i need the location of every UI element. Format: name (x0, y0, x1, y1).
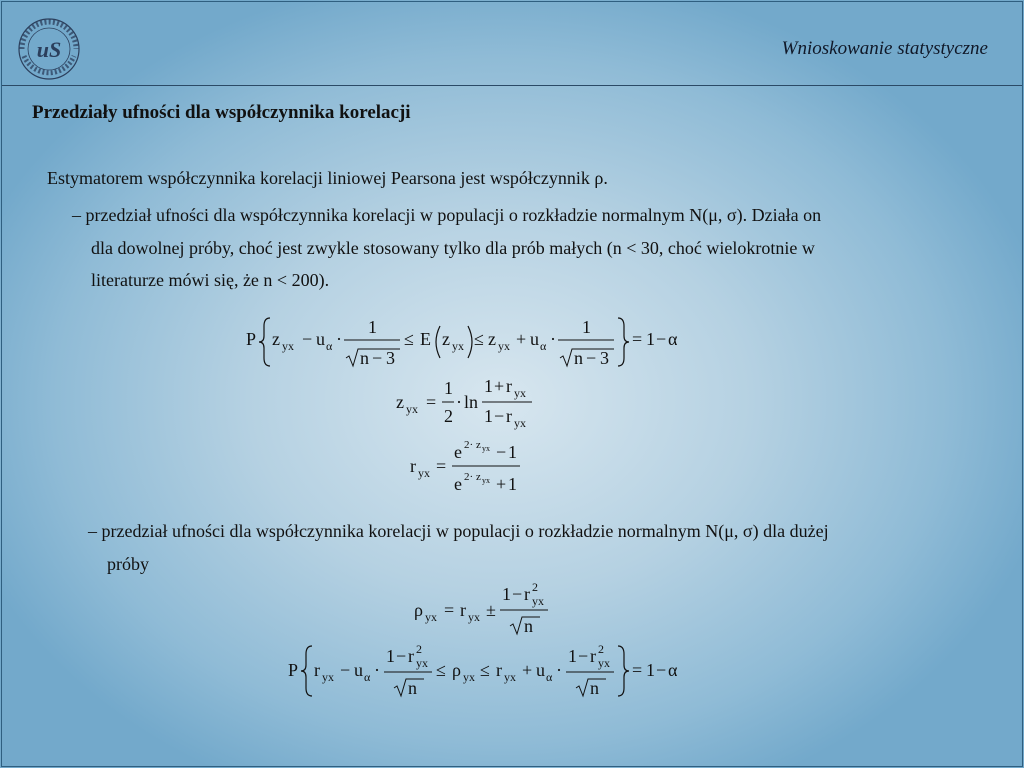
svg-text:1: 1 (646, 329, 655, 349)
svg-text:·: · (374, 660, 380, 680)
svg-text:yx: yx (504, 670, 516, 684)
svg-text:yx: yx (406, 402, 418, 416)
section-title: Przedziały ufności dla współczynnika korelacji (32, 102, 411, 123)
svg-text:u: u (316, 329, 325, 349)
svg-text:≤: ≤ (404, 329, 414, 349)
svg-text:2: 2 (532, 580, 538, 594)
svg-text:r: r (460, 600, 466, 620)
svg-text:yx: yx (468, 610, 480, 624)
svg-text:2·: 2· (464, 439, 474, 451)
svg-text:r: r (496, 660, 502, 680)
svg-text:=: = (632, 660, 643, 680)
svg-text:=: = (426, 392, 437, 412)
svg-text:1: 1 (646, 660, 655, 680)
svg-text:1: 1 (484, 406, 493, 426)
svg-text:2: 2 (598, 642, 604, 656)
svg-text:1: 1 (508, 442, 517, 462)
svg-text:yx: yx (452, 339, 464, 353)
svg-text:1: 1 (484, 376, 493, 396)
svg-text:2·: 2· (464, 471, 474, 483)
svg-text:1: 1 (386, 646, 395, 666)
svg-text:n: n (590, 678, 599, 698)
svg-text:yx: yx (482, 476, 490, 485)
svg-text:yx: yx (416, 656, 428, 670)
svg-text:z: z (476, 471, 481, 483)
svg-text:1: 1 (444, 378, 453, 398)
svg-text:−: − (496, 442, 507, 462)
university-logo (14, 16, 84, 82)
svg-text:=: = (632, 329, 643, 349)
svg-text:P: P (288, 660, 299, 680)
svg-text:u: u (530, 329, 539, 349)
svg-text:z: z (488, 329, 496, 349)
svg-text:1: 1 (568, 646, 577, 666)
svg-text:α: α (364, 670, 371, 684)
svg-text:+: + (496, 474, 507, 494)
svg-text:=: = (436, 456, 447, 476)
svg-text:ln: ln (464, 392, 479, 412)
svg-text:P: P (246, 329, 257, 349)
svg-text:2: 2 (416, 642, 422, 656)
svg-text:·: · (456, 392, 462, 412)
svg-text:yx: yx (532, 594, 544, 608)
svg-text:α: α (546, 670, 553, 684)
bullet1-line2: dla dowolnej próby, choć jest zwykle stosowany tylko dla prób małych (n < 30, choć wielokrotnie w (91, 238, 815, 258)
bullet1-line1: – przedział ufności dla współczynnika korelacji w populacji o rozkładzie normalnym N(μ, σ). Działa on (72, 205, 822, 225)
svg-text:z: z (396, 392, 404, 412)
header-divider (2, 85, 1022, 86)
svg-text:·: · (336, 329, 342, 349)
svg-text:−: − (656, 660, 667, 680)
svg-text:≤: ≤ (480, 660, 490, 680)
svg-text:u: u (536, 660, 545, 680)
svg-text:−: − (302, 329, 313, 349)
header-title: Wnioskowanie statystyczne (781, 38, 988, 59)
svg-text:−: − (586, 348, 597, 368)
intro-text: Estymatorem współczynnika korelacji liniowej Pearsona jest współczynnik ρ. (47, 168, 608, 188)
bullet2-line2: próby (107, 554, 149, 574)
svg-text:yx: yx (463, 670, 475, 684)
svg-text:z: z (442, 329, 450, 349)
svg-text:α: α (668, 329, 678, 349)
svg-text:+: + (522, 660, 533, 680)
formula-inverse-z (406, 436, 536, 496)
svg-text:≤: ≤ (436, 660, 446, 680)
svg-text:u: u (354, 660, 363, 680)
svg-text:−: − (372, 348, 383, 368)
formula-rho-large-sample (410, 580, 560, 640)
svg-text:r: r (314, 660, 320, 680)
svg-text:=: = (444, 600, 455, 620)
svg-text:+: + (516, 329, 527, 349)
svg-text:≤: ≤ (474, 329, 484, 349)
svg-text:yx: yx (418, 466, 430, 480)
bullet1-line3: literaturze mówi się, że n < 200). (91, 270, 330, 290)
svg-text:yx: yx (482, 444, 490, 453)
svg-text:r: r (524, 584, 530, 604)
svg-text:yx: yx (598, 656, 610, 670)
svg-text:ρ: ρ (452, 660, 461, 680)
svg-text:1: 1 (508, 474, 517, 494)
svg-text:yx: yx (514, 386, 526, 400)
svg-text:1: 1 (368, 317, 377, 337)
svg-text:3: 3 (600, 348, 609, 368)
svg-text:E: E (420, 329, 431, 349)
svg-text:r: r (506, 376, 512, 396)
svg-text:ρ: ρ (414, 600, 423, 620)
svg-text:n: n (524, 616, 533, 636)
svg-text:−: − (512, 584, 523, 604)
svg-text:yx: yx (498, 339, 510, 353)
svg-text:α: α (326, 339, 333, 353)
svg-text:1: 1 (502, 584, 511, 604)
logo-monogram: uS (36, 37, 62, 62)
svg-text:−: − (578, 646, 589, 666)
svg-text:α: α (540, 339, 547, 353)
svg-text:r: r (506, 406, 512, 426)
svg-text:2: 2 (444, 406, 453, 426)
svg-text:n: n (408, 678, 417, 698)
svg-text:+: + (494, 376, 505, 396)
svg-text:·: · (550, 329, 556, 349)
svg-text:yx: yx (322, 670, 334, 684)
bullet2-line1: – przedział ufności dla współczynnika korelacji w populacji o rozkładzie normalnym N(μ, σ) dla dużej (88, 521, 829, 541)
svg-text:n: n (574, 348, 583, 368)
formula-fisher-z (392, 372, 542, 432)
svg-text:yx: yx (282, 339, 294, 353)
svg-text:r: r (408, 646, 414, 666)
formula-ci-small-sample (240, 312, 700, 372)
svg-text:yx: yx (514, 416, 526, 430)
svg-text:−: − (494, 406, 505, 426)
svg-text:−: − (396, 646, 407, 666)
svg-text:r: r (410, 456, 416, 476)
svg-text:e: e (454, 474, 462, 494)
formula-ci-large-sample (282, 638, 682, 704)
svg-text:α: α (668, 660, 678, 680)
svg-text:yx: yx (425, 610, 437, 624)
svg-text:−: − (656, 329, 667, 349)
svg-text:r: r (590, 646, 596, 666)
svg-text:z: z (272, 329, 280, 349)
svg-text:n: n (360, 348, 369, 368)
svg-text:−: − (340, 660, 351, 680)
svg-text:±: ± (486, 600, 496, 620)
svg-text:3: 3 (386, 348, 395, 368)
svg-text:·: · (556, 660, 562, 680)
svg-text:z: z (476, 439, 481, 451)
svg-text:1: 1 (582, 317, 591, 337)
svg-text:e: e (454, 442, 462, 462)
